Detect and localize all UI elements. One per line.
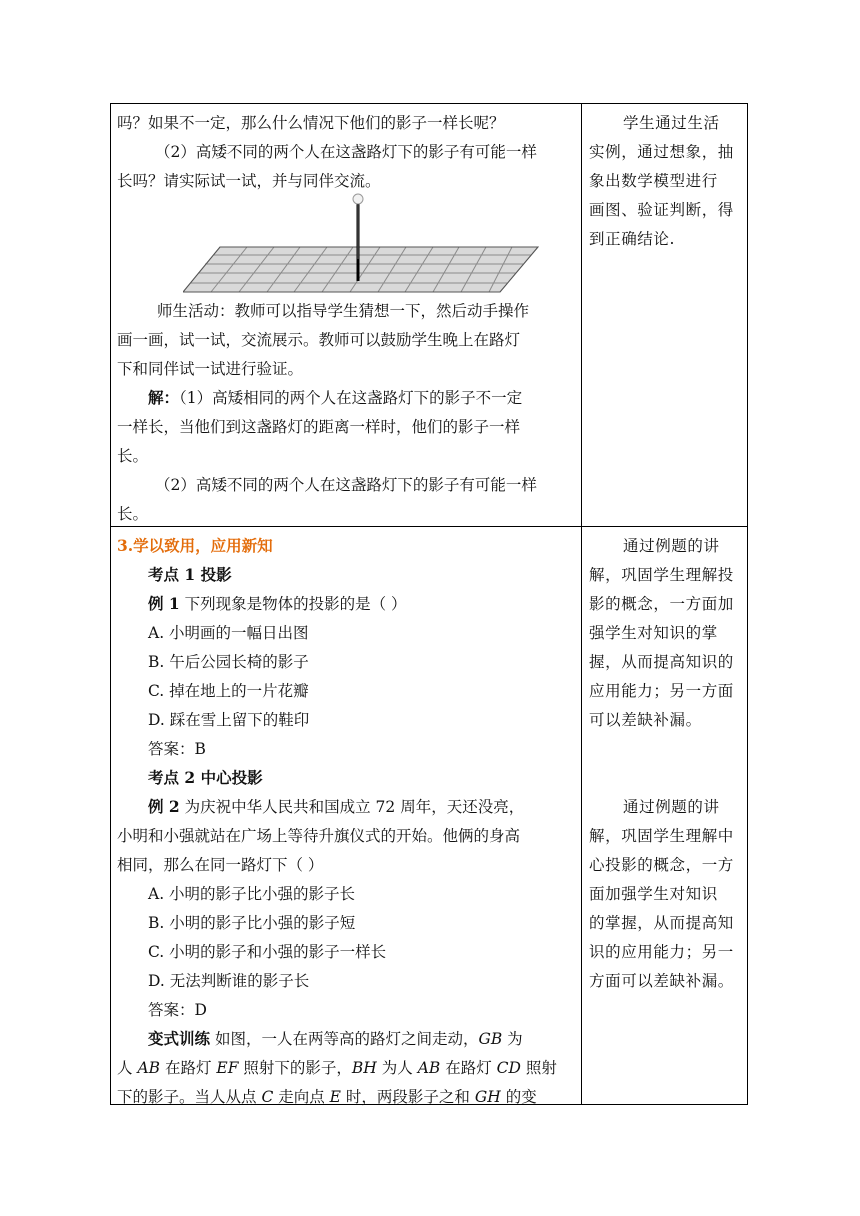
row-divider (111, 526, 747, 527)
text-line: 相同，那么在同一路灯下（ ） (117, 856, 324, 874)
answer: 答案：D (148, 1001, 207, 1019)
text-line: 解：（1）高矮相同的两个人在这盏路灯下的影子不一定 (148, 388, 523, 407)
note-line: 学生通过生活 (623, 114, 720, 132)
option-b: B. 午后公园长椅的影子 (148, 653, 309, 671)
note-line: 的掌握，从而提高知 (589, 914, 734, 932)
option-a: A. 小明的影子比小强的影子长 (148, 885, 356, 903)
option-d: D. 无法判断谁的影子长 (148, 972, 310, 990)
text-line: 长。 (117, 447, 149, 465)
note-line: 强学生对知识的掌 (589, 624, 718, 642)
note-line: 可以差缺补漏。 (589, 711, 702, 729)
topic-heading: 考点 2 中心投影 (148, 768, 263, 787)
answer: 答案：B (148, 740, 206, 758)
option-c: C. 掉在地上的一片花瓣 (148, 682, 309, 700)
text-line: 吗？如果不一定，那么什么情况下他们的影子一样长呢？ (117, 114, 505, 132)
note-line: 心投影的概念，一方 (589, 856, 734, 874)
text-line: （2）高矮不同的两个人在这盏路灯下的影子有可能一样 (155, 143, 537, 161)
note-line: 应用能力；另一方面 (589, 682, 734, 700)
lesson-table (110, 103, 748, 1105)
text-line: 长吗？请实际试一试，并与同伴交流。 (117, 172, 381, 190)
text-line: （2）高矮不同的两个人在这盏路灯下的影子有可能一样 (155, 476, 537, 494)
note-line: 识的应用能力；另一 (589, 943, 734, 961)
note-line: 通过例题的讲 (623, 537, 720, 555)
text-line: 师生活动：教师可以指导学生猜想一下，然后动手操作 (157, 302, 530, 320)
example-question: 例 2 为庆祝中华人民共和国成立 72 周年，天还没亮， (148, 797, 525, 816)
note-line: 通过例题的讲 (623, 798, 720, 816)
option-a: A. 小明画的一幅日出图 (148, 624, 309, 642)
note-line: 影的概念，一方面加 (589, 595, 734, 613)
note-line: 解，巩固学生理解投 (589, 566, 734, 584)
variant-exercise: 变式训练 如图，一人在两等高的路灯之间走动，GB 为 (148, 1029, 523, 1048)
column-divider (581, 104, 582, 1104)
text-line: 小明和小强就站在广场上等待升旗仪式的开始。他俩的身高 (117, 827, 521, 845)
note-line: 面加强学生对知识 (589, 885, 718, 903)
note-line: 握，从而提高知识的 (589, 653, 734, 671)
topic-heading: 考点 1 投影 (148, 565, 232, 584)
text-line: 下的影子。当人从点 C 走向点 E 时，两段影子之和 GH 的变 (117, 1088, 537, 1106)
option-d: D. 踩在雪上留下的鞋印 (148, 711, 310, 729)
option-c: C. 小明的影子和小强的影子一样长 (148, 943, 387, 961)
note-line: 画图、验证判断，得 (589, 201, 734, 219)
note-line: 到正确结论. (589, 230, 676, 248)
text-line: 人 AB 在路灯 EF 照射下的影子，BH 为人 AB 在路灯 CD 照射 (117, 1059, 557, 1077)
text-line: 一样长，当他们到这盏路灯的距离一样时，他们的影子一样 (117, 418, 521, 436)
note-line: 解，巩固学生理解中 (589, 827, 734, 845)
option-b: B. 小明的影子比小强的影子短 (148, 914, 356, 932)
note-line: 方面可以差缺补漏。 (589, 972, 734, 990)
street-lamp-grid-figure (183, 189, 543, 299)
text-line: 下和同伴试一试进行验证。 (117, 360, 304, 378)
example-question: 例 1 下列现象是物体的投影的是（ ） (148, 594, 407, 613)
text-line: 长。 (117, 505, 149, 523)
note-line: 象出数学模型进行 (589, 172, 718, 190)
note-line: 实例，通过想象，抽 (589, 143, 734, 161)
section-heading: 3.学以致用，应用新知 (117, 536, 273, 555)
text-line: 画一画，试一试，交流展示。教师可以鼓励学生晚上在路灯 (117, 331, 521, 349)
